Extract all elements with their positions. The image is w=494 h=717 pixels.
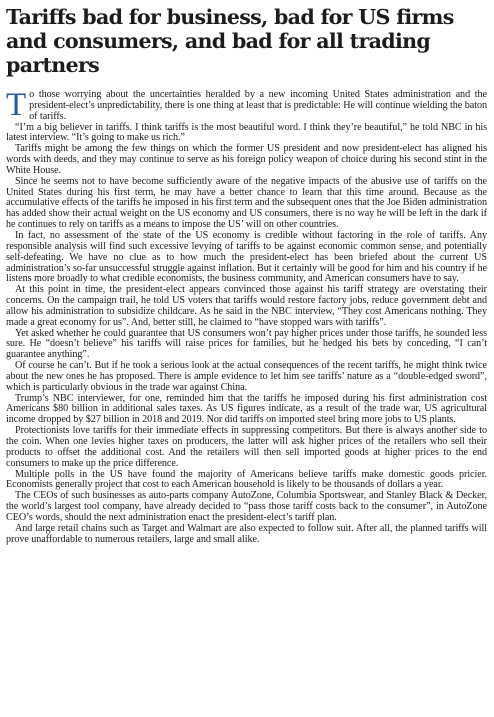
article-paragraph-10: Protectionists love tariffs for their immediate effects in suppressing competitors. But there is always another side to the coin. When one levies higher taxes on producers, the latter will ask higher prices of the retailers who sell their products to offset the additional cost. And the retailers will then sell imported goods at higher prices to the end consumers to make up the price difference. [6, 425, 487, 469]
article-paragraph-4: Since he seems not to have become sufficiently aware of the negative impacts of the abusive use of tariffs on the United States during his first term, he may have a better chance to learn that this time around. Because as the accumulative effects of the tariffs he imposed in his first term and the subsequent ones that the Joe Biden administration has added show their actual weight on the US economy and US consumers, there is no way he will be left in the dark if he continues to rely on tariffs as a means to impose the US’ will on other countries. [6, 175, 487, 231]
article-paragraph-6: At this point in time, the president-elect appears convinced those against his tariff strategy are overstating their concerns. On the campaign trail, he told US voters that tariffs would restore factory jobs, reduce government debt and allow his administration to subsidize childcare. As he said in the NBC interview, “They cost Americans nothing. They made a great economy for us”. And, better still, he claimed to “have stopped wars with tariffs”. [6, 284, 487, 328]
article-paragraph-9: Trump’s NBC interviewer, for one, reminded him that the tariffs he imposed during his first administration cost Americans $80 billion in additional sales taxes. As US figures indicate, as a result of the trade war, US agricultural income dropped by $27 billion in 2018 and 2019. Nor did tariffs on imported steel bring more jobs to US plants. [6, 392, 487, 426]
article-paragraph-11: Multiple polls in the US have found the majority of Americans believe tariffs make domestic goods pricier. Economists generally project that cost to each American household is likely to be thousands of dollars a year. [6, 468, 487, 491]
article-body [6, 87, 487, 545]
article-paragraph-13: And large retail chains such as Target and Walmart are also expected to follow suit. After all, the planned tariffs will prove unaffordable to numerous retailers, large and small alike. [6, 522, 487, 545]
article-paragraph-3: Tariffs might be among the few things on which the former US president and now president-elect has aligned his words with deeds, and they may continue to serve as his foreign policy weapon of choice during his second stint in the White House. [6, 143, 487, 176]
article-paragraph-12: The CEOs of such businesses as auto-parts company AutoZone, Columbia Sportswear, and Stanley Black & Decker, the world’s largest tool company, have already decided to “pass those tariff costs back to the consumer”, in AutoZone CEO’s words, should the next administration enact the president-elect’s tariff plan. [6, 490, 487, 523]
article-paragraph-1 [6, 87, 487, 123]
article-paragraph-2: “I’m a big believer in tariffs. I think tariffs is the most beautiful word. I think they’re beautiful,” he told NBC in his latest interview. “It’s going to make us rich.” [6, 121, 487, 144]
drop-cap: T [6, 87, 27, 123]
article-paragraph-5: In fact, no assessment of the state of the US economy is credible without factoring in the role of tariffs. Any responsible analysis will find such excessive levying of tariffs to be against economic common sense, and potentially self-defeating. We have no clue as to how much the president-elect has been briefed about the current US administration’s so-far unsuccessful struggle against inflation. But it certainly will be good for him and his country if he listens more broadly to what credible economists, the business community, and American consumers have to say. [6, 229, 487, 285]
article-paragraph-8: Of course he can’t. But if he took a serious look at the actual consequences of the recent tariffs, he might think twice about the new ones he has proposed. There is ample evidence to let him see tariffs’ nature as a “double-edged sword”, which is particularly obvious in the trade war against China. [6, 360, 487, 393]
article-paragraph-1-text: o those worrying about the uncertainties heralded by a new incoming United States administration and the president-elect’s unpredictability, there is one thing at least that is predictable: He will continue wielding the baton of tariffs. [29, 89, 487, 122]
article-headline: Tariffs bad for business, bad for US firms and consumers, and bad for all trading partners [6, 5, 454, 77]
article-paragraph-7: Yet asked whether he could guarantee that US consumers won’t pay higher prices under those tariffs, he sounded less sure. He “doesn’t believe” his tariffs will raise prices for families, but he hedged his bets by conceding, “I can’t guarantee anything”. [6, 327, 487, 361]
